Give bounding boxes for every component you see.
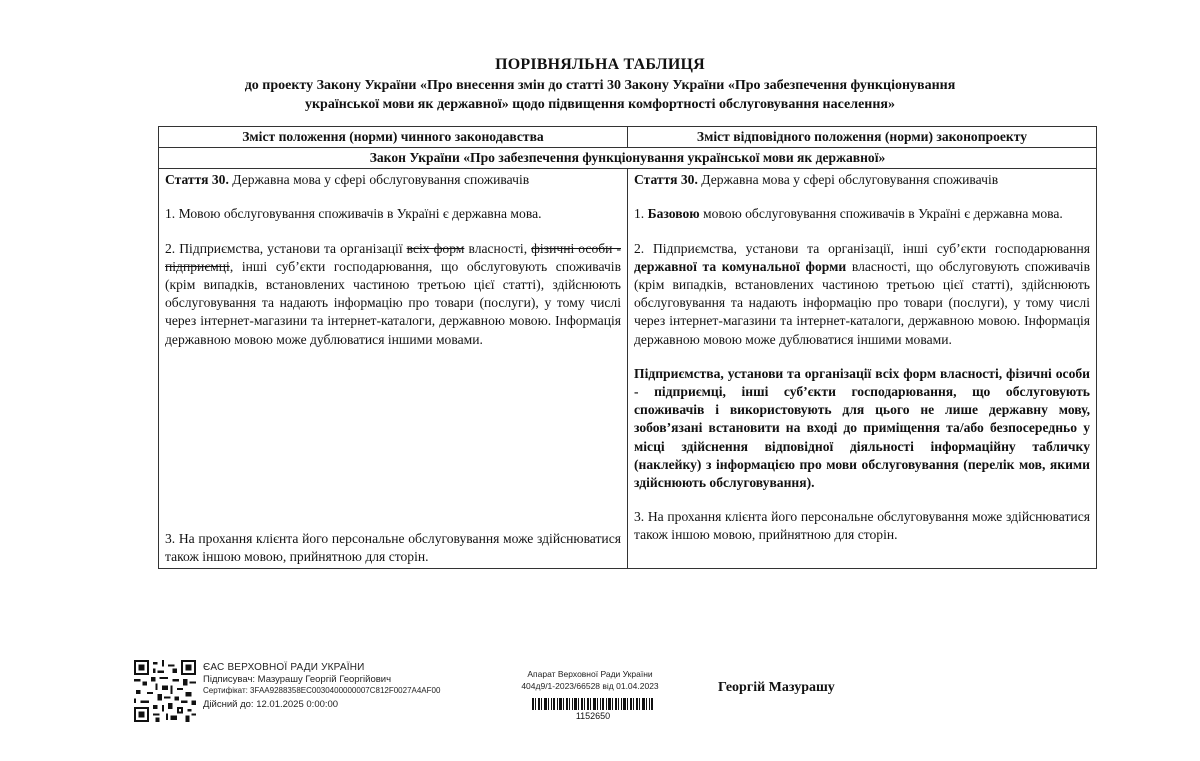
left-p2-strikethrough-2: фізичні особи - підприємці — [165, 240, 621, 274]
left-p2-part-a: 2. Підприємства, установи та організації — [165, 240, 407, 256]
law-title-row — [159, 148, 1097, 169]
valid-until-line: Дійсний до: 12.01.2025 0:00:00 — [203, 698, 339, 710]
signer-line: Підписувач: Мазурашу Георгій Георгійович — [203, 673, 392, 685]
right-article-title: Державна мова у сфері обслуговування споживачів — [697, 172, 999, 188]
signer-name: Георгій Мазурашу — [718, 680, 835, 695]
comparison-table — [158, 126, 1097, 569]
eds-title: ЄАС ВЕРХОВНОЇ РАДИ УКРАЇНИ — [203, 662, 365, 673]
left-paragraph-1: 1. Мовою обслуговування споживачів в Україні є державна мова. — [165, 206, 542, 222]
barcode-number: 1152650 — [575, 711, 611, 721]
right-paragraph-3: 3. На прохання клієнта його персональне обслуговування може здійснюватися також іншою мовою, прийнятною для сторін. — [634, 509, 1090, 543]
right-article-label: Стаття 30. — [634, 172, 698, 188]
draft-law-cell — [628, 169, 1097, 569]
apparat-name: Апарат Верховної Ради України — [527, 669, 653, 679]
column-header-current-law: Зміст положення (норми) чинного законодавства — [159, 127, 628, 148]
left-article-title: Державна мова у сфері обслуговування споживачів — [228, 172, 530, 188]
left-article-heading — [165, 171, 621, 189]
table-header-row — [159, 127, 1097, 148]
right-p2-bold: державної та комунальної форми — [634, 258, 847, 274]
barcode-icon — [532, 698, 654, 710]
right-paragraph-2 — [634, 240, 1090, 349]
right-paragraph-1: 1. Базовою мовою обслуговування споживачів в Україні є державна мова. — [634, 206, 1063, 222]
left-paragraph-3: 3. На прохання клієнта його персональне обслуговування може здійснюватися також іншою мовою, прийнятною для сторін. — [165, 530, 621, 565]
left-p2-part-b: власності, — [464, 240, 532, 256]
right-p1-rest: мовою обслуговування споживачів в Україні є державна мова. — [699, 206, 1063, 222]
registration-stamp — [506, 668, 674, 692]
left-p2-strikethrough-1: всіх форм — [406, 240, 465, 256]
column-header-draft-law: Зміст відповідного положення (норми) законопроекту — [628, 127, 1097, 148]
right-p1-bold: Базовою — [647, 206, 700, 222]
document-title: ПОРІВНЯЛЬНА ТАБЛИЦЯ — [495, 56, 705, 73]
right-p2-part-a: 2. Підприємства, установи та організації, інші суб’єкти господарювання — [634, 240, 1090, 256]
document-subtitle-line1: до проекту Закону України «Про внесення змін до статті 30 Закону України «Про забезпечення функціонування — [244, 78, 956, 93]
certificate-line: Сертифікат: 3FAA9288358EC0030400000007C812F0027A4AF00 — [203, 686, 441, 695]
right-new-paragraph: Підприємства, установи та організації всіх форм власності, фізичні особи - підприємці, інші суб’єкти господарювання, що обслуговують споживачів і використовують для цього не лише державну мову, зобов’язані встановити на вході до приміщення та/або безпосередньо у місці здійснення відповідної діяльності інформаційну табличку (наклейку) з інформацією про мови обслуговування (перелік мов, якими здійснюють обслуговування). — [634, 365, 1090, 491]
content-row — [159, 169, 1097, 569]
registration-number: 404д9/1-2023/66528 від 01.04.2023 — [521, 681, 659, 691]
document-footer — [0, 660, 1200, 750]
right-article-heading — [634, 171, 1090, 189]
left-paragraph-2 — [165, 240, 621, 349]
left-article-label: Стаття 30. — [165, 172, 229, 188]
digital-signature-block — [203, 662, 440, 710]
current-law-cell — [159, 169, 628, 569]
left-p2-part-c: , інші суб’єкти господарювання, що обслуговують споживачів (крім випадків, встановлених частиною третьою цієї статті), здійснюють обслуговування та надають інформацію про товари (послуги), у тому числі через інтернет-магазини та інтернет-каталоги, державною мовою. Інформація державною мовою може дублюватися іншими мовами. — [165, 258, 621, 347]
qr-code-icon — [134, 660, 196, 722]
document-subtitle-line2: української мови як державної» щодо підвищення комфортності обслуговування населення» — [304, 97, 895, 112]
right-p2-part-b: власності, що обслуговують споживачів (крім випадків, встановлених частиною третьою цієї статті), здійснюють обслуговування та надають інформацію про товари (послуги), у тому числі через інтернет-магазини та інтернет-каталоги, державною мовою. Інформація державною мовою може дублюватися іншими мовами. — [634, 258, 1090, 347]
law-title: Закон України «Про забезпечення функціонування української мови як державної» — [159, 148, 1097, 169]
